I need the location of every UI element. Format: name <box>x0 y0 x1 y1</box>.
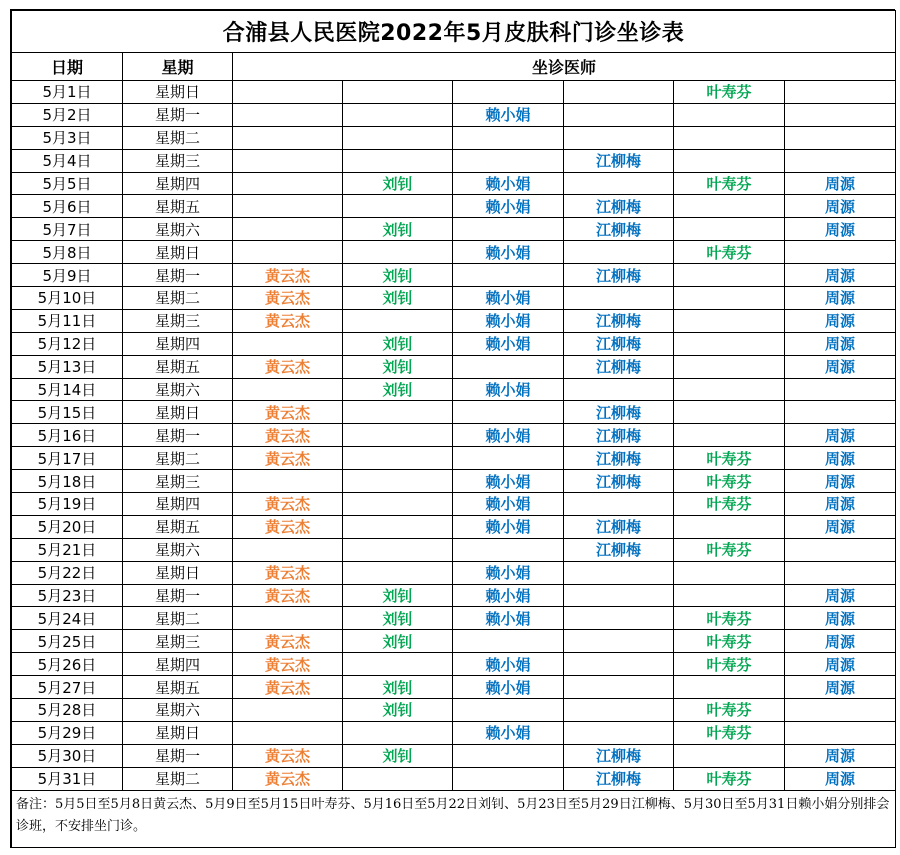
doctor-cell: 江柳梅 <box>564 355 674 378</box>
doctor-cell <box>785 126 896 149</box>
date-cell: 5月1日 <box>12 81 123 104</box>
doctor-cell <box>564 561 674 584</box>
doctor-cell <box>343 561 453 584</box>
doctor-cell: 黄云杰 <box>233 424 343 447</box>
footnote: 备注：5月5日至5月8日黄云杰、5月9日至5月15日叶寿芬、5月16日至5月22日刘钊、5月23日至5月29日江柳梅、5月30日至5月31日赖小娟分别排会诊班，不安排坐门诊。 <box>12 790 896 847</box>
doctor-cell: 刘钊 <box>343 699 453 722</box>
weekday-cell: 星期日 <box>123 721 233 744</box>
doctor-cell: 黄云杰 <box>233 630 343 653</box>
doctor-cell: 江柳梅 <box>564 332 674 355</box>
doctor-cell: 周源 <box>785 653 896 676</box>
schedule-table <box>11 10 896 848</box>
doctor-cell: 江柳梅 <box>564 744 674 767</box>
table-row <box>12 287 896 310</box>
weekday-cell: 星期四 <box>123 493 233 516</box>
doctor-cell: 赖小娟 <box>453 561 564 584</box>
table-row <box>12 607 896 630</box>
doctor-cell <box>453 744 564 767</box>
table-row <box>12 103 896 126</box>
doctor-cell <box>564 584 674 607</box>
doctor-cell <box>564 699 674 722</box>
doctor-cell: 赖小娟 <box>453 493 564 516</box>
doctor-cell <box>564 607 674 630</box>
weekday-cell: 星期一 <box>123 424 233 447</box>
doctor-cell <box>343 538 453 561</box>
doctor-cell: 周源 <box>785 332 896 355</box>
doctor-cell <box>674 355 785 378</box>
doctor-cell: 周源 <box>785 447 896 470</box>
doctor-cell <box>343 721 453 744</box>
weekday-cell: 星期日 <box>123 81 233 104</box>
date-cell: 5月13日 <box>12 355 123 378</box>
weekday-cell: 星期六 <box>123 538 233 561</box>
doctor-cell: 赖小娟 <box>453 378 564 401</box>
doctor-cell <box>564 653 674 676</box>
doctor-cell: 江柳梅 <box>564 218 674 241</box>
table-row <box>12 401 896 424</box>
weekday-cell: 星期日 <box>123 561 233 584</box>
doctor-cell <box>785 378 896 401</box>
doctor-cell: 周源 <box>785 767 896 790</box>
date-cell: 5月17日 <box>12 447 123 470</box>
doctor-cell: 刘钊 <box>343 332 453 355</box>
table-row <box>12 744 896 767</box>
doctor-cell: 叶寿芬 <box>674 470 785 493</box>
doctor-cell: 刘钊 <box>343 287 453 310</box>
doctor-cell: 江柳梅 <box>564 470 674 493</box>
doctor-cell: 江柳梅 <box>564 767 674 790</box>
doctor-cell <box>343 424 453 447</box>
doctor-cell: 赖小娟 <box>453 470 564 493</box>
doctor-cell: 江柳梅 <box>564 515 674 538</box>
doctor-cell <box>674 744 785 767</box>
weekday-cell: 星期一 <box>123 584 233 607</box>
page-title: 合浦县人民医院2022年5月皮肤科门诊坐诊表 <box>12 11 896 53</box>
weekday-cell: 星期日 <box>123 241 233 264</box>
doctor-cell: 刘钊 <box>343 630 453 653</box>
doctor-cell <box>785 103 896 126</box>
doctor-cell <box>564 81 674 104</box>
table-row <box>12 241 896 264</box>
weekday-cell: 星期一 <box>123 744 233 767</box>
doctor-cell: 赖小娟 <box>453 332 564 355</box>
doctor-cell: 黄云杰 <box>233 401 343 424</box>
date-cell: 5月25日 <box>12 630 123 653</box>
doctor-cell <box>674 195 785 218</box>
doctor-cell: 黄云杰 <box>233 287 343 310</box>
table-row <box>12 172 896 195</box>
date-cell: 5月18日 <box>12 470 123 493</box>
doctor-cell <box>453 81 564 104</box>
weekday-cell: 星期六 <box>123 699 233 722</box>
weekday-cell: 星期三 <box>123 149 233 172</box>
doctor-cell: 叶寿芬 <box>674 493 785 516</box>
doctor-cell: 江柳梅 <box>564 401 674 424</box>
doctor-cell: 周源 <box>785 424 896 447</box>
doctor-cell: 周源 <box>785 172 896 195</box>
table-row <box>12 721 896 744</box>
doctor-cell <box>343 653 453 676</box>
table-row <box>12 424 896 447</box>
table-row <box>12 561 896 584</box>
weekday-cell: 星期二 <box>123 607 233 630</box>
doctor-cell: 黄云杰 <box>233 264 343 287</box>
table-row <box>12 81 896 104</box>
doctor-cell <box>453 149 564 172</box>
doctor-cell <box>343 241 453 264</box>
doctor-cell <box>564 172 674 195</box>
doctor-cell: 周源 <box>785 607 896 630</box>
date-cell: 5月11日 <box>12 309 123 332</box>
doctor-cell <box>564 126 674 149</box>
weekday-cell: 星期三 <box>123 630 233 653</box>
date-cell: 5月4日 <box>12 149 123 172</box>
doctor-cell <box>233 103 343 126</box>
table-row <box>12 149 896 172</box>
weekday-cell: 星期二 <box>123 126 233 149</box>
doctor-cell: 黄云杰 <box>233 653 343 676</box>
doctor-cell <box>564 676 674 699</box>
weekday-cell: 星期三 <box>123 309 233 332</box>
table-row <box>12 676 896 699</box>
date-cell: 5月27日 <box>12 676 123 699</box>
doctor-cell <box>674 584 785 607</box>
doctor-cell <box>785 241 896 264</box>
doctor-cell <box>343 401 453 424</box>
date-cell: 5月23日 <box>12 584 123 607</box>
doctor-cell: 黄云杰 <box>233 744 343 767</box>
doctor-cell: 赖小娟 <box>453 241 564 264</box>
weekday-cell: 星期日 <box>123 401 233 424</box>
date-cell: 5月12日 <box>12 332 123 355</box>
weekday-cell: 星期五 <box>123 676 233 699</box>
doctor-cell: 叶寿芬 <box>674 699 785 722</box>
date-cell: 5月31日 <box>12 767 123 790</box>
doctor-cell: 赖小娟 <box>453 195 564 218</box>
doctor-cell <box>785 401 896 424</box>
doctor-cell <box>453 447 564 470</box>
doctor-cell <box>453 355 564 378</box>
table-row <box>12 584 896 607</box>
doctor-cell <box>343 149 453 172</box>
date-cell: 5月21日 <box>12 538 123 561</box>
weekday-cell: 星期六 <box>123 378 233 401</box>
doctor-cell: 刘钊 <box>343 607 453 630</box>
header-date: 日期 <box>12 53 123 81</box>
table-row <box>12 447 896 470</box>
doctor-cell: 刘钊 <box>343 584 453 607</box>
table-row <box>12 309 896 332</box>
doctor-cell <box>564 287 674 310</box>
doctor-cell: 周源 <box>785 493 896 516</box>
date-cell: 5月3日 <box>12 126 123 149</box>
doctor-cell: 江柳梅 <box>564 447 674 470</box>
doctor-cell <box>233 538 343 561</box>
table-row <box>12 332 896 355</box>
doctor-cell <box>674 309 785 332</box>
doctor-cell <box>785 561 896 584</box>
doctor-cell <box>674 126 785 149</box>
doctor-cell: 赖小娟 <box>453 172 564 195</box>
weekday-cell: 星期五 <box>123 195 233 218</box>
doctor-cell: 周源 <box>785 630 896 653</box>
weekday-cell: 星期二 <box>123 767 233 790</box>
table-row <box>12 378 896 401</box>
doctor-cell <box>233 195 343 218</box>
doctor-cell: 叶寿芬 <box>674 447 785 470</box>
doctor-cell: 黄云杰 <box>233 447 343 470</box>
date-cell: 5月20日 <box>12 515 123 538</box>
date-cell: 5月7日 <box>12 218 123 241</box>
doctor-cell: 黄云杰 <box>233 355 343 378</box>
table-row <box>12 264 896 287</box>
doctor-cell <box>564 630 674 653</box>
doctor-cell: 刘钊 <box>343 676 453 699</box>
doctor-cell: 江柳梅 <box>564 264 674 287</box>
doctor-cell <box>453 630 564 653</box>
doctor-cell <box>453 699 564 722</box>
doctor-cell: 赖小娟 <box>453 103 564 126</box>
doctor-cell: 叶寿芬 <box>674 630 785 653</box>
doctor-cell <box>453 126 564 149</box>
doctor-cell: 周源 <box>785 287 896 310</box>
doctor-cell <box>233 721 343 744</box>
doctor-cell <box>674 401 785 424</box>
date-cell: 5月10日 <box>12 287 123 310</box>
doctor-cell: 江柳梅 <box>564 149 674 172</box>
date-cell: 5月6日 <box>12 195 123 218</box>
doctor-cell <box>233 81 343 104</box>
doctor-cell: 叶寿芬 <box>674 767 785 790</box>
table-row <box>12 653 896 676</box>
doctor-cell <box>674 561 785 584</box>
doctor-cell <box>785 699 896 722</box>
weekday-cell: 星期一 <box>123 264 233 287</box>
schedule-sheet <box>10 9 895 848</box>
table-row <box>12 218 896 241</box>
doctor-cell <box>233 699 343 722</box>
doctor-cell: 周源 <box>785 584 896 607</box>
doctor-cell <box>233 241 343 264</box>
doctor-cell: 赖小娟 <box>453 653 564 676</box>
date-cell: 5月15日 <box>12 401 123 424</box>
doctor-cell: 黄云杰 <box>233 584 343 607</box>
doctor-cell: 赖小娟 <box>453 607 564 630</box>
doctor-cell: 赖小娟 <box>453 515 564 538</box>
doctor-cell <box>233 332 343 355</box>
doctor-cell <box>233 126 343 149</box>
doctor-cell: 周源 <box>785 218 896 241</box>
doctor-cell: 黄云杰 <box>233 767 343 790</box>
doctor-cell <box>785 538 896 561</box>
doctor-cell <box>343 309 453 332</box>
doctor-cell: 刘钊 <box>343 264 453 287</box>
doctor-cell: 黄云杰 <box>233 676 343 699</box>
doctor-cell <box>343 493 453 516</box>
doctor-cell <box>453 401 564 424</box>
weekday-cell: 星期四 <box>123 172 233 195</box>
doctor-cell: 叶寿芬 <box>674 653 785 676</box>
doctor-cell <box>343 126 453 149</box>
doctor-cell: 刘钊 <box>343 744 453 767</box>
date-cell: 5月28日 <box>12 699 123 722</box>
doctor-cell <box>564 378 674 401</box>
doctor-cell <box>343 767 453 790</box>
doctor-cell: 周源 <box>785 744 896 767</box>
doctor-cell <box>564 103 674 126</box>
header-doctors: 坐诊医师 <box>233 53 896 81</box>
doctor-cell: 周源 <box>785 515 896 538</box>
doctor-cell: 江柳梅 <box>564 309 674 332</box>
doctor-cell <box>785 149 896 172</box>
doctor-cell <box>564 241 674 264</box>
doctor-cell <box>453 264 564 287</box>
doctor-cell: 赖小娟 <box>453 309 564 332</box>
date-cell: 5月30日 <box>12 744 123 767</box>
table-row <box>12 515 896 538</box>
doctor-cell <box>674 676 785 699</box>
doctor-cell: 周源 <box>785 195 896 218</box>
doctor-cell: 赖小娟 <box>453 424 564 447</box>
doctor-cell: 赖小娟 <box>453 676 564 699</box>
header-weekday: 星期 <box>123 53 233 81</box>
schedule-body <box>12 81 896 791</box>
doctor-cell <box>564 493 674 516</box>
doctor-cell <box>674 332 785 355</box>
doctor-cell: 叶寿芬 <box>674 81 785 104</box>
weekday-cell: 星期六 <box>123 218 233 241</box>
doctor-cell: 黄云杰 <box>233 515 343 538</box>
doctor-cell <box>233 149 343 172</box>
doctor-cell <box>785 81 896 104</box>
table-row <box>12 126 896 149</box>
doctor-cell: 周源 <box>785 309 896 332</box>
doctor-cell <box>233 378 343 401</box>
table-row <box>12 767 896 790</box>
weekday-cell: 星期二 <box>123 447 233 470</box>
date-cell: 5月8日 <box>12 241 123 264</box>
doctor-cell: 刘钊 <box>343 218 453 241</box>
date-cell: 5月9日 <box>12 264 123 287</box>
doctor-cell <box>343 515 453 538</box>
doctor-cell: 叶寿芬 <box>674 538 785 561</box>
doctor-cell <box>674 264 785 287</box>
doctor-cell: 江柳梅 <box>564 424 674 447</box>
date-cell: 5月2日 <box>12 103 123 126</box>
table-row <box>12 470 896 493</box>
doctor-cell <box>453 767 564 790</box>
doctor-cell <box>674 103 785 126</box>
table-row <box>12 630 896 653</box>
doctor-cell <box>674 424 785 447</box>
header-row <box>12 53 896 81</box>
weekday-cell: 星期一 <box>123 103 233 126</box>
doctor-cell: 周源 <box>785 676 896 699</box>
doctor-cell: 赖小娟 <box>453 287 564 310</box>
doctor-cell: 刘钊 <box>343 355 453 378</box>
doctor-cell: 赖小娟 <box>453 584 564 607</box>
table-row <box>12 699 896 722</box>
doctor-cell: 周源 <box>785 264 896 287</box>
doctor-cell: 刘钊 <box>343 172 453 195</box>
date-cell: 5月22日 <box>12 561 123 584</box>
date-cell: 5月16日 <box>12 424 123 447</box>
doctor-cell <box>674 149 785 172</box>
doctor-cell <box>343 470 453 493</box>
date-cell: 5月5日 <box>12 172 123 195</box>
doctor-cell: 赖小娟 <box>453 721 564 744</box>
table-row <box>12 493 896 516</box>
doctor-cell <box>674 287 785 310</box>
doctor-cell <box>233 172 343 195</box>
weekday-cell: 星期五 <box>123 355 233 378</box>
weekday-cell: 星期三 <box>123 470 233 493</box>
date-cell: 5月26日 <box>12 653 123 676</box>
doctor-cell: 黄云杰 <box>233 561 343 584</box>
table-row <box>12 355 896 378</box>
doctor-cell <box>674 378 785 401</box>
table-row <box>12 538 896 561</box>
doctor-cell <box>343 195 453 218</box>
doctor-cell <box>233 470 343 493</box>
doctor-cell: 黄云杰 <box>233 309 343 332</box>
date-cell: 5月19日 <box>12 493 123 516</box>
doctor-cell <box>233 607 343 630</box>
doctor-cell <box>564 721 674 744</box>
date-cell: 5月24日 <box>12 607 123 630</box>
doctor-cell: 刘钊 <box>343 378 453 401</box>
doctor-cell <box>674 218 785 241</box>
doctor-cell <box>453 218 564 241</box>
doctor-cell: 江柳梅 <box>564 195 674 218</box>
table-row <box>12 195 896 218</box>
date-cell: 5月14日 <box>12 378 123 401</box>
doctor-cell: 周源 <box>785 470 896 493</box>
doctor-cell <box>453 538 564 561</box>
weekday-cell: 星期五 <box>123 515 233 538</box>
weekday-cell: 星期四 <box>123 653 233 676</box>
doctor-cell: 周源 <box>785 355 896 378</box>
doctor-cell: 叶寿芬 <box>674 241 785 264</box>
weekday-cell: 星期四 <box>123 332 233 355</box>
doctor-cell: 叶寿芬 <box>674 721 785 744</box>
doctor-cell: 叶寿芬 <box>674 607 785 630</box>
doctor-cell <box>343 103 453 126</box>
doctor-cell: 叶寿芬 <box>674 172 785 195</box>
doctor-cell <box>343 81 453 104</box>
doctor-cell <box>785 721 896 744</box>
doctor-cell <box>233 218 343 241</box>
doctor-cell: 黄云杰 <box>233 493 343 516</box>
weekday-cell: 星期二 <box>123 287 233 310</box>
doctor-cell <box>343 447 453 470</box>
doctor-cell: 江柳梅 <box>564 538 674 561</box>
date-cell: 5月29日 <box>12 721 123 744</box>
doctor-cell <box>674 515 785 538</box>
